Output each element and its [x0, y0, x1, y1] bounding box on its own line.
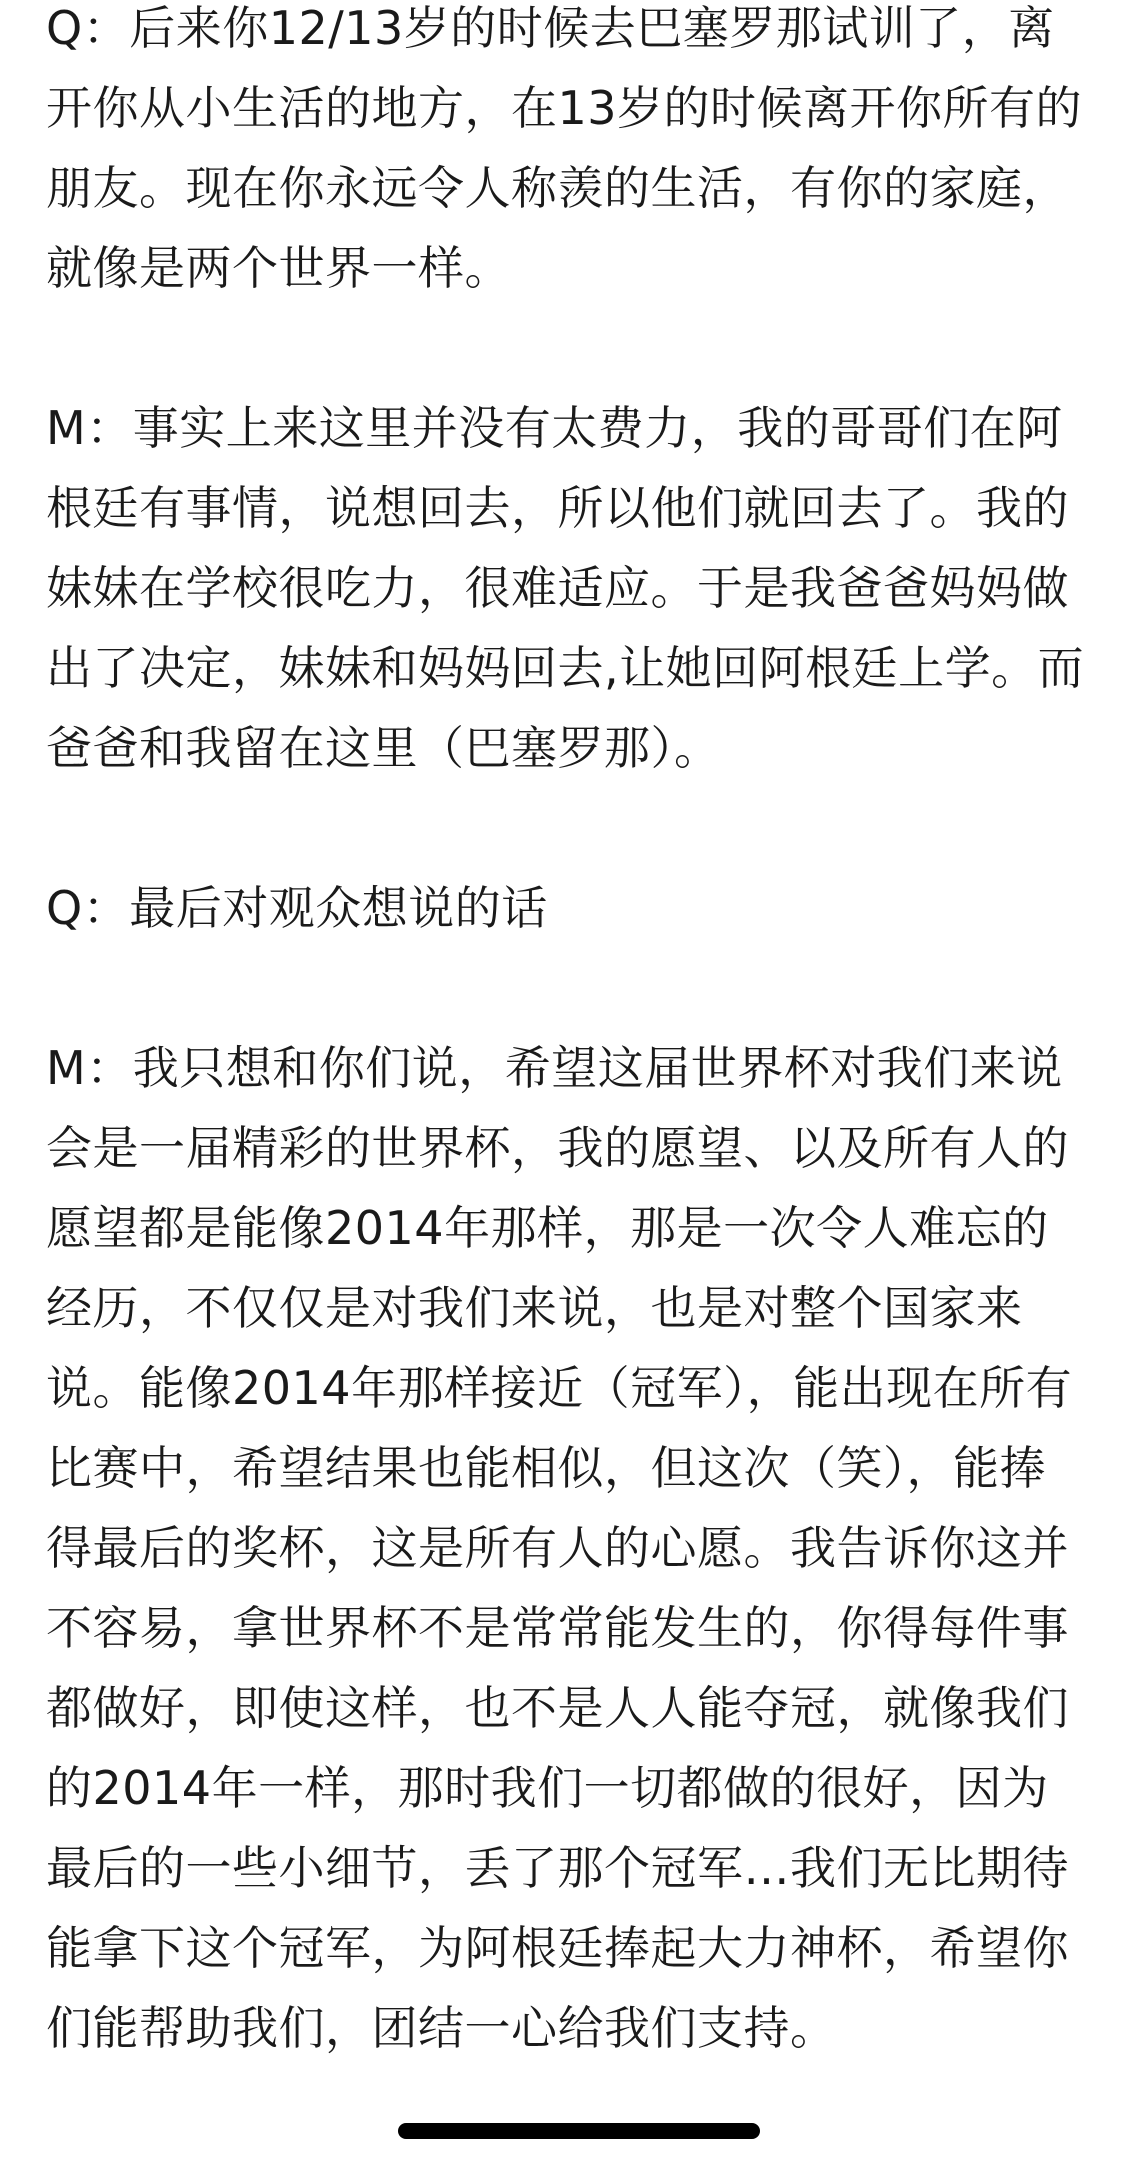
home-indicator-bar[interactable]	[398, 2123, 760, 2139]
interview-answer-paragraph: M：事实上来这里并没有太费力，我的哥哥们在阿根廷有事情，说想回去，所以他们就回去了。我的妹妹在学校很吃力，很难适应。于是我爸爸妈妈做出了决定，妹妹和妈妈回去,让她回阿根廷上学。而爸爸和我留在这里（巴塞罗那）。	[46, 401, 1085, 775]
article-body	[46, 0, 1086, 2068]
interview-answer-paragraph: M：我只想和你们说，希望这届世界杯对我们来说会是一届精彩的世界杯，我的愿望、以及所有人的愿望都是能像2014年那样，那是一次令人难忘的经历，不仅仅是对我们来说，也是对整个国家来说。能像2014年那样接近（冠军），能出现在所有比赛中，希望结果也能相似，但这次（笑），能捧得最后的奖杯，这是所有人的心愿。我告诉你这并不容易，拿世界杯不是常常能发生的，你得每件事都做好，即使这样，也不是人人能夺冠，就像我们的2014年一样，那时我们一切都做的很好，因为最后的一些小细节，丢了那个冠军…我们无比期待能拿下这个冠军，为阿根廷捧起大力神杯，希望你们能帮助我们，团结一心给我们支持。	[46, 1041, 1073, 2055]
interview-question-paragraph: Q：最后对观众想说的话	[46, 881, 548, 935]
interview-question-paragraph: Q：后来你12/13岁的时候去巴塞罗那试训了，离开你从小生活的地方，在13岁的时候离开你所有的朋友。现在你永远令人称羡的生活，有你的家庭，就像是两个世界一样。	[46, 1, 1083, 295]
